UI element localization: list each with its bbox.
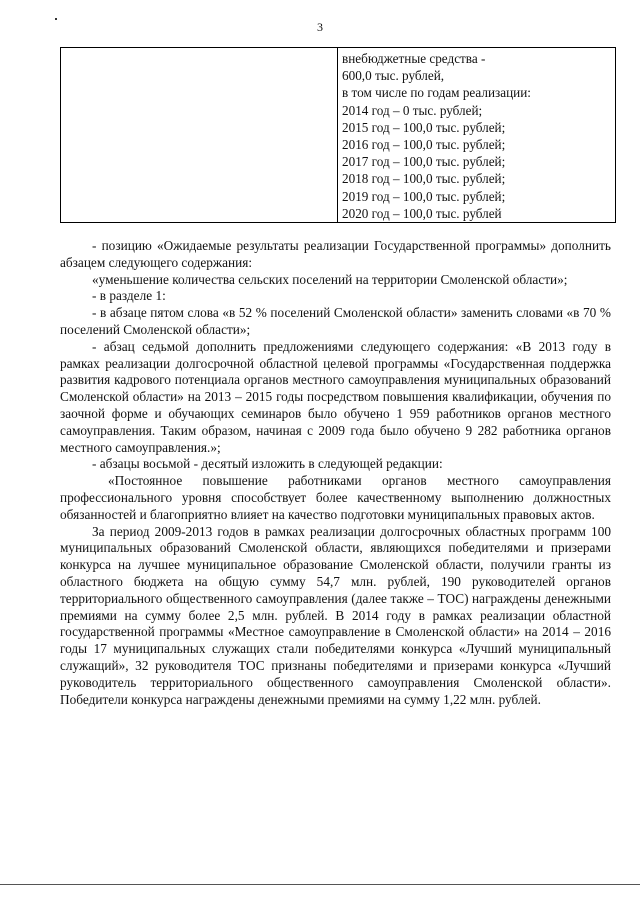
table-row <box>61 48 616 223</box>
paragraph: - в абзаце пятом слова «в 52 % поселений Смоленской области» заменить словами «в 70 % поселений Смоленской области»; <box>60 305 611 337</box>
funding-line: 2020 год – 100,0 тыс. рублей <box>342 205 502 221</box>
funding-line: 2016 год – 100,0 тыс. рублей; <box>342 137 506 153</box>
scan-edge-line <box>0 884 640 885</box>
funding-line: 2015 год – 100,0 тыс. рублей; <box>342 119 506 135</box>
paragraph: - в разделе 1: <box>92 288 166 304</box>
budget-table <box>60 47 616 223</box>
funding-line: 2014 год – 0 тыс. рублей; <box>342 102 483 118</box>
paragraph: - позицию «Ожидаемые результаты реализации Государственной программы» дополнить абзацем следующего содержания: <box>60 238 611 270</box>
paragraph: «Постоянное повышение работниками органов местного самоуправления профессионального уровня способствует более качественному выполнению должностных обязанностей и благоприятно влияет на качество подготовки муниципальных правовых актов. <box>60 473 611 522</box>
paragraph: «уменьшение количества сельских поселений на территории Смоленской области»; <box>92 271 568 287</box>
funding-line: 2018 год – 100,0 тыс. рублей; <box>342 171 506 187</box>
funding-line: 600,0 тыс. рублей, <box>342 68 445 84</box>
paragraph: - абзацы восьмой - десятый изложить в следующей редакции: <box>92 456 443 472</box>
funding-line: 2019 год – 100,0 тыс. рублей; <box>342 188 506 204</box>
paragraph: - абзац седьмой дополнить предложениями следующего содержания: «В 2013 году в рамках реализации долгосрочной областной целевой программы «Государственная поддержка развития кадрового потенциала органов местного самоуправления муниципальных образований Смоленской области» на 2013 – 2015 годы посредством повышения квалификации, обучения по заочной форме и обучающих семинаров было обучено 1 959 работников органов местного самоуправления. Таким образом, начиная с 2009 года было обучено 9 282 работника органов местного самоуправления.»; <box>60 338 611 455</box>
page-number: 3 <box>317 20 323 34</box>
table-cell-empty <box>61 48 338 223</box>
funding-line: в том числе по годам реализации: <box>342 85 531 101</box>
paragraph: За период 2009-2013 годов в рамках реализации долгосрочных областных программ 100 муниципальных образований Смоленской области, являющихся победителями и призерами конкурса на лучшее муниципальное образование Смоленской области, получили гранты из областного бюджета на общую сумму 54,7 млн. рублей, 190 руководителей органов территориального общественного самоуправления (далее также – ТОС) награждены денежными премиями на сумму более 2,5 млн. рублей. В 2014 году в рамках реализации областной государственной программы «Местное самоуправление в Смоленской области» на 2014 – 2016 годы 17 муниципальных служащих стали победителями конкурса «Лучший муниципальный служащий», 32 руководителя ТОС признаны победителями и призерами конкурса «Лучший руководитель территориального общественного самоуправления Смоленской области». Победители конкурса награждены денежными премиями на сумму 1,22 млн. рублей. <box>60 523 611 707</box>
table-cell-funding <box>338 48 616 223</box>
funding-line: внебюджетные средства - <box>342 51 486 66</box>
funding-line: 2017 год – 100,0 тыс. рублей; <box>342 154 506 170</box>
document-body <box>60 238 611 708</box>
